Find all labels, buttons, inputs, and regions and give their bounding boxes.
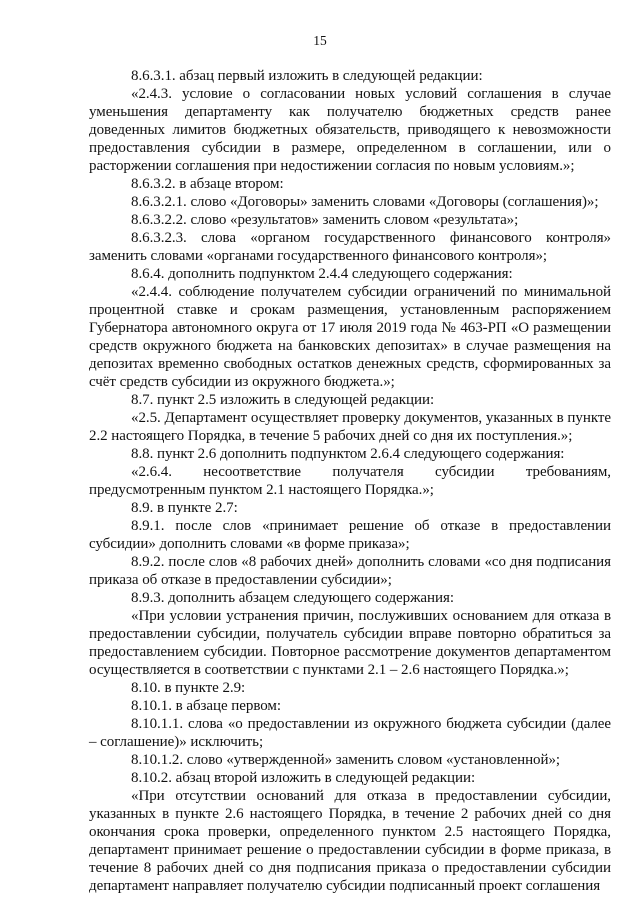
paragraph: 8.9.1. после слов «принимает решение об отказе в предоставлении субсидии» дополнить словами «в форме приказа»; [89, 518, 611, 552]
paragraph: «При условии устранения причин, послуживших основанием для отказа в предоставлении субсидии, получатель субсидии вправе повторно обратиться за предоставлением субсидии. Повторное рассмотрение документов департаментом осуществляется в соответствии с пунктами 2.1 – 2.6 настоящего Порядка.»; [89, 608, 611, 678]
paragraph: 8.6.3.2.3. слова «органом государственного финансового контроля» заменить словами «органами государственного финансового контроля»; [89, 230, 611, 264]
paragraph: 8.10.1. в абзаце первом: [131, 698, 281, 714]
paragraph: 8.8. пункт 2.6 дополнить подпунктом 2.6.4 следующего содержания: [131, 446, 565, 462]
paragraph: 8.10.2. абзац второй изложить в следующей редакции: [131, 770, 476, 786]
paragraph: «2.6.4. несоответствие получателя субсидии требованиям, предусмотренным пунктом 2.1 настоящего Порядка.»; [89, 464, 611, 498]
paragraph: «2.5. Департамент осуществляет проверку документов, указанных в пункте 2.2 настоящего Порядка, в течение 5 рабочих дней со дня их поступления.»; [89, 410, 611, 444]
page-number: 15 [313, 33, 327, 48]
paragraph: 8.10. в пункте 2.9: [131, 680, 246, 696]
paragraph: «2.4.4. соблюдение получателем субсидии ограничений по минимальной процентной ставке и срокам размещения, установленным распоряжением Губернатора автономного округа от 17 июля 2019 года № 463-РП «О размещении средств окружного бюджета на банковских депозитах» в случае размещения на депозитах временно свободных остатков денежных средств, сформированных за счёт средств субсидии из окружного бюджета.»; [89, 284, 611, 390]
paragraph: 8.9.3. дополнить абзацем следующего содержания: [131, 590, 454, 606]
paragraph: 8.6.3.2.1. слово «Договоры» заменить словами «Договоры (соглашения)»; [131, 194, 599, 210]
paragraph: 8.6.3.1. абзац первый изложить в следующей редакции: [131, 68, 483, 84]
paragraph: 8.6.3.2.2. слово «результатов» заменить словом «результата»; [131, 212, 519, 228]
paragraph: 8.6.3.2. в абзаце втором: [131, 176, 284, 192]
paragraph: 8.6.4. дополнить подпунктом 2.4.4 следующего содержания: [131, 266, 513, 282]
paragraph: 8.9. в пункте 2.7: [131, 500, 238, 516]
paragraph: «2.4.3. условие о согласовании новых условий соглашения в случае уменьшения департаменту как получателю бюджетных средств ранее доведенных лимитов бюджетных обязательств, приводящего к невозможности предоставления субсидии в размере, определенном в соглашении, или о расторжении соглашения при недостижении согласия по новым условиям.»; [89, 86, 611, 174]
document-body [89, 67, 611, 895]
paragraph: 8.9.2. после слов «8 рабочих дней» дополнить словами «со дня подписания приказа об отказе в предоставлении субсидии»; [89, 554, 611, 588]
paragraph: 8.10.1.2. слово «утвержденной» заменить словом «установленной»; [131, 752, 561, 768]
paragraph: 8.7. пункт 2.5 изложить в следующей редакции: [131, 392, 435, 408]
paragraph: «При отсутствии оснований для отказа в предоставлении субсидии, указанных в пункте 2.6 настоящего Порядка, в течение 2 рабочих дней со дня окончания срока проверки, определенного пунктом 2.5 настоящего Порядка, департамент принимает решение о предоставлении субсидии в форме приказа, в течение 8 рабочих дней со дня подписания приказа о предоставлении субсидии департамент направляет получателю субсидии подписанный проект соглашения [89, 788, 611, 894]
paragraph: 8.10.1.1. слова «о предоставлении из окружного бюджета субсидии (далее – соглашение)» исключить; [89, 716, 611, 750]
